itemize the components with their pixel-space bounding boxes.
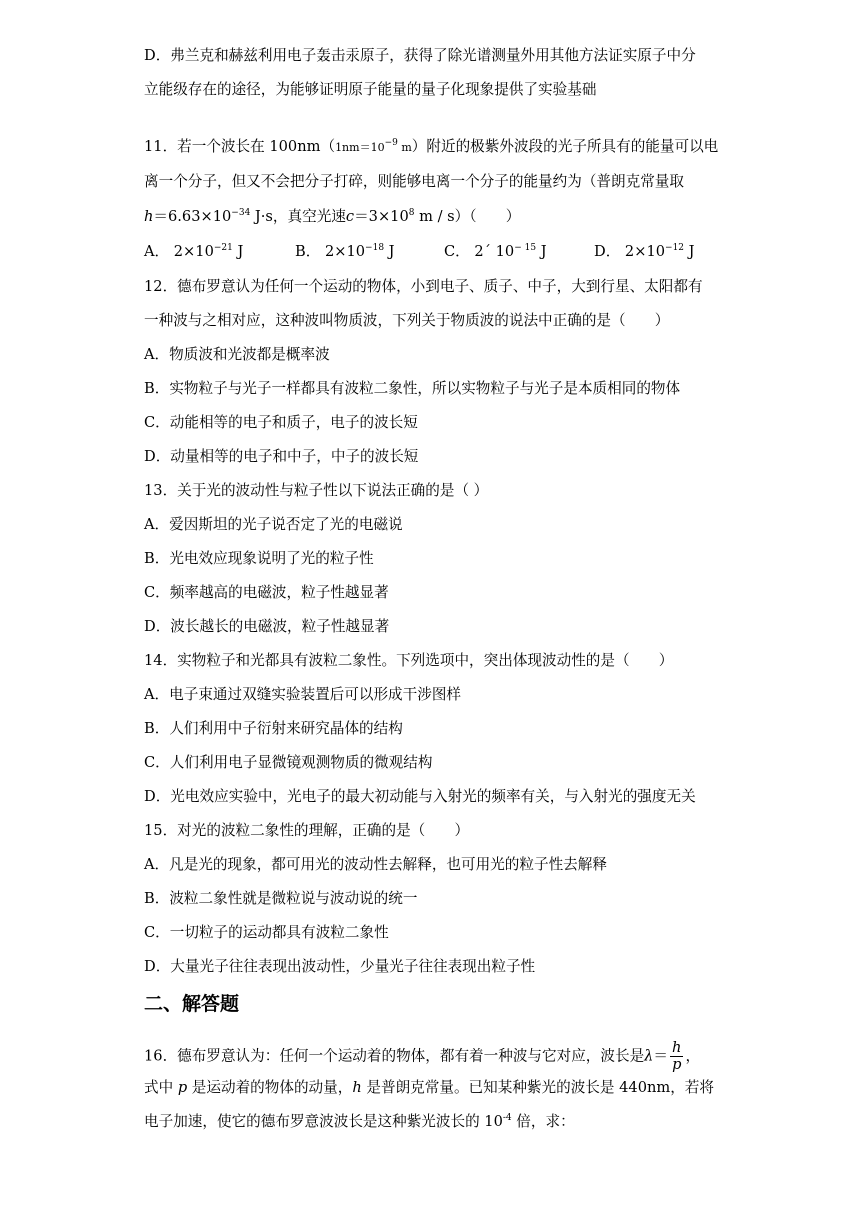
q11-stem-line1 (144, 137, 718, 158)
q16-stem-line2 (144, 1078, 714, 1098)
section-title-answer: 二、解答题 (144, 993, 240, 1015)
q12-option-b: B．实物粒子与光子一样都具有波粒二象性，所以实物粒子与光子是本质相同的物体 (144, 380, 681, 397)
q11-option-a-exp: −21 (213, 243, 233, 253)
q11-text: 11．若一个波长在 100nm（ (144, 138, 336, 155)
q12-option-c: C．动能相等的电子和质子，电子的波长短 (144, 414, 418, 431)
q16-comma: ， (685, 1047, 701, 1065)
q11-c-unit: m / s）（ ） (414, 208, 521, 225)
q16-l3-a: 电子加速，使它的德布罗意波波长是这种紫光波长的 10 (144, 1113, 503, 1130)
q15-option-c: C．一切粒子的运动都具有波粒二象性 (144, 924, 389, 941)
q11-option-c-text: C． 2´ 10 (444, 243, 515, 260)
q16-text: 16．德布罗意认为：任何一个运动着的物体，都有着一种波与它对应，波长是 (144, 1047, 645, 1065)
q12-option-d: D．动量相等的电子和中子，中子的波长短 (144, 448, 419, 465)
q16-l2-a: 式中 (144, 1079, 178, 1096)
q16-l3-b: 倍，求： (511, 1113, 575, 1130)
q11-option-c (444, 242, 547, 262)
q14-option-d: D．光电效应实验中，光电子的最大初动能与入射光的频率有关，与入射光的强度无关 (144, 788, 696, 805)
q16-l3-exp: -4 (502, 1113, 512, 1123)
q11-unit-base: 1nm＝10 (335, 141, 385, 154)
q14-stem: 14．实物粒子和光都具有波粒二象性。下列选项中，突出体现波动性的是（ ） (144, 652, 674, 669)
fraction-numerator: h (672, 1039, 682, 1056)
q11-option-a (144, 242, 243, 262)
q11-option-a-text: A． 2×10 (144, 243, 214, 260)
q16-equals: ＝ (653, 1047, 669, 1065)
q10-option-d-line1: D．弗兰克和赫兹利用电子轰击汞原子，获得了除光谱测量外用其他方法证实原子中分 (144, 47, 696, 64)
q15-stem: 15．对光的波粒二象性的理解，正确的是（ ） (144, 822, 470, 839)
q11-unit-exp: −9 (384, 138, 398, 148)
q14-option-a: A．电子束通过双缝实验装置后可以形成干涉图样 (144, 686, 462, 703)
q13-stem: 13．关于光的波动性与粒子性以下说法正确的是（ ） (144, 482, 489, 499)
q11-option-b-exp: −18 (365, 243, 385, 253)
q11-planck-exp: −34 (231, 208, 251, 218)
q11-option-b-unit: J (384, 243, 395, 260)
q16-l2-c: 是普朗克常量。已知某种紫光的波长是 440nm，若将 (361, 1079, 714, 1096)
q12-option-a: A．物质波和光波都是概率波 (144, 346, 330, 363)
q11-option-b (295, 242, 395, 262)
lambda-symbol: λ (644, 1047, 654, 1065)
q16-stem-line3 (144, 1112, 575, 1132)
q11-option-c-exp: − 15 (514, 243, 537, 253)
light-speed-symbol: c (345, 208, 355, 225)
q12-stem-line1: 12．德布罗意认为任何一个运动的物体，小到电子、质子、中子，大到行星、太阳都有 (144, 278, 703, 295)
q11-c-value: ＝3×10 (354, 208, 409, 225)
q10-option-d-line2: 立能级存在的途径，为能够证明原子能量的量子化现象提供了实验基础 (144, 81, 597, 98)
q11-c-exp: 8 (408, 208, 415, 218)
q11-option-a-unit: J (232, 243, 244, 260)
q11-option-b-text: B． 2×10 (295, 243, 366, 260)
q11-option-d-text: D． 2×10 (594, 243, 666, 260)
q11-option-d-exp: −12 (665, 243, 685, 253)
q11-stem-line3 (144, 207, 520, 227)
planck-symbol-2: h (352, 1079, 362, 1096)
q11-option-d-unit: J (684, 243, 695, 260)
q13-option-b: B．光电效应现象说明了光的粒子性 (144, 550, 374, 567)
q12-stem-line2: 一种波与之相对应，这种波叫物质波，下列关于物质波的说法中正确的是（ ） (144, 312, 670, 329)
q11-planck-value: ＝6.63×10 (153, 208, 232, 225)
q11-unit-m: m (397, 141, 412, 154)
q13-option-a: A．爱因斯坦的光子说否定了光的电磁说 (144, 516, 403, 533)
q15-option-b: B．波粒二象性就是微粒说与波动说的统一 (144, 890, 418, 907)
q13-option-d: D．波长越长的电磁波，粒子性越显著 (144, 618, 390, 635)
q15-option-a: A．凡是光的现象，都可用光的波动性去解释，也可用光的粒子性去解释 (144, 856, 607, 873)
q16-stem-line1 (144, 1040, 700, 1073)
q11-planck-unit: J·s，真空光速 (250, 208, 346, 225)
momentum-symbol: p (177, 1079, 188, 1096)
q14-option-c: C．人们利用电子显微镜观测物质的微观结构 (144, 754, 433, 771)
de-broglie-fraction (670, 1040, 683, 1073)
q11-option-d (594, 242, 695, 262)
q16-l2-b: 是运动着的物体的动量， (187, 1079, 353, 1096)
q11-stem-line2: 离一个分子，但又不会把分子打碎，则能够电离一个分子的能量约为（普朗克常量取 (144, 173, 684, 190)
planck-symbol: h (144, 208, 154, 225)
q13-option-c: C．频率越高的电磁波，粒子性越显著 (144, 584, 389, 601)
q11-unit (335, 138, 412, 154)
q11-option-c-unit: J (536, 243, 547, 260)
fraction-denominator: p (672, 1056, 682, 1073)
q15-option-d: D．大量光子往往表现出波动性，少量光子往往表现出粒子性 (144, 958, 536, 975)
q14-option-b: B．人们利用中子衍射来研究晶体的结构 (144, 720, 403, 737)
q11-text-b: ）附近的极紫外波段的光子所具有的能量可以电 (411, 138, 719, 155)
